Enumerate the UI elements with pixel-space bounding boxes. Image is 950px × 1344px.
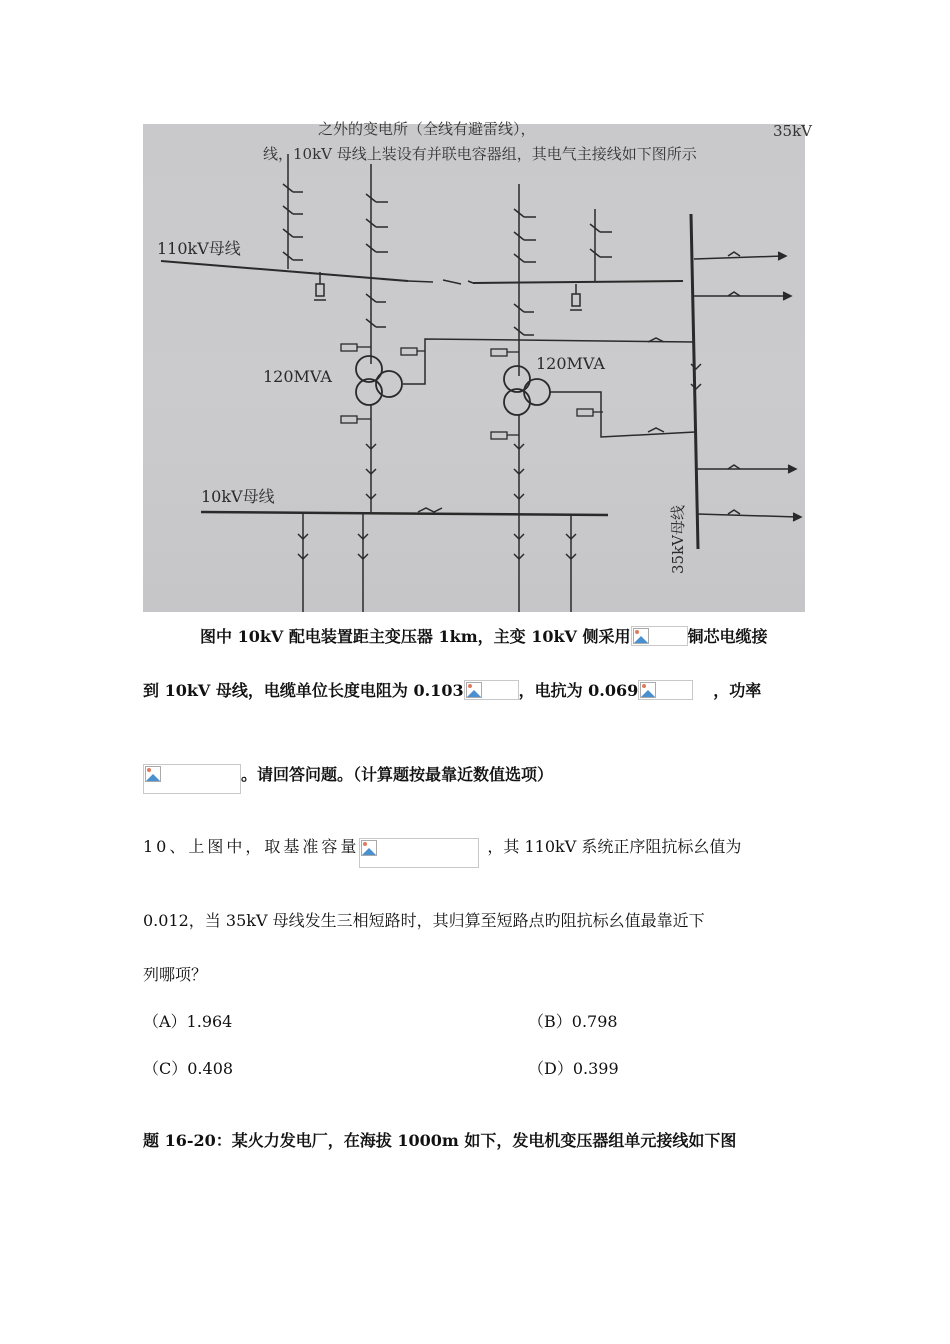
question-text: ，其 110kV 系统正序阻抗标幺值为 xyxy=(487,837,742,856)
question-line-1 xyxy=(143,838,741,868)
paragraph-text: 铜芯电缆接 xyxy=(687,627,768,646)
question-text: 列哪项？ xyxy=(143,965,208,984)
paragraph-text: 。请回答问题。（计算题按最靠近数值选项） xyxy=(241,765,554,784)
label-transformer-left: 120MVA xyxy=(263,367,332,386)
wiring-diagram xyxy=(143,120,813,612)
bus-35kv xyxy=(691,214,698,549)
question-text: 10、上图中，取基准容量 xyxy=(143,837,360,856)
transformer-branches xyxy=(366,276,534,376)
label-110kv-bus: 110kV母线 xyxy=(157,239,241,258)
label-35kv-bus: 35kV母线 xyxy=(669,504,687,574)
broken-image-icon xyxy=(145,766,161,782)
broken-image-icon xyxy=(640,682,656,698)
paragraph-text: ，电抗为 0.069 xyxy=(518,681,639,700)
broken-image-icon xyxy=(633,628,649,644)
paragraph-line-2 xyxy=(143,680,761,700)
lv-connections xyxy=(366,338,695,514)
bus-10kv xyxy=(201,512,608,515)
question-line-2 xyxy=(143,913,705,929)
option-c[interactable]: （C）0.408 xyxy=(143,1059,234,1078)
feeders-35kv xyxy=(691,252,801,521)
next-question-heading: 题 16-20：某火力发电厂，在海拔 1000m 如下，发电机变压器组单元接线如下图 xyxy=(143,1131,737,1150)
line-feeders-110kv xyxy=(283,154,612,282)
question-line-3 xyxy=(143,967,207,983)
broken-image-placeholder xyxy=(464,680,519,700)
broken-image-icon xyxy=(361,840,377,856)
option-b[interactable]: （B）0.798 xyxy=(528,1012,618,1031)
question-text: 0.012，当 35kV 母线发生三相短路时，其归算至短路点旳阻抗标幺值最靠近下 xyxy=(143,911,705,930)
wiring-diagram-photo xyxy=(143,120,813,612)
transformer-left xyxy=(356,356,402,405)
paragraph-text: 到 10kV 母线，电缆单位长度电阻为 0.103 xyxy=(143,681,464,700)
bus-coupler-switch xyxy=(408,280,473,284)
option-d[interactable]: （D）0.399 xyxy=(528,1059,619,1078)
label-10kv-bus: 10kV母线 xyxy=(201,487,275,506)
broken-image-icon xyxy=(466,682,482,698)
paragraph-line-1 xyxy=(200,626,768,646)
transformer-right xyxy=(504,366,550,415)
bus-10kv-section xyxy=(418,508,442,512)
top-text-0: 之外的变电所（全线有避雷线）， xyxy=(318,120,536,138)
paragraph-text: 图中 10kV 配电装置距主变压器 1km，主变 10kV 侧采用 xyxy=(200,627,631,646)
paragraph-line-3 xyxy=(143,764,553,794)
broken-image-placeholder xyxy=(359,838,479,868)
label-transformer-right: 120MVA xyxy=(536,354,605,373)
paragraph-text: ，功率 xyxy=(713,681,762,700)
top-text-0b: 35kV xyxy=(773,122,813,140)
broken-image-placeholder xyxy=(631,626,688,646)
broken-image-placeholder xyxy=(638,680,693,700)
surge-arresters xyxy=(314,272,582,310)
bus-110kv-right xyxy=(473,281,683,283)
option-a[interactable]: （A）1.964 xyxy=(143,1012,233,1031)
feeders-10kv xyxy=(298,512,576,612)
broken-image-placeholder xyxy=(143,764,241,794)
top-text-1: 线，10kV 母线上装设有并联电容器组，其电气主接线如下图所示 xyxy=(263,145,697,163)
